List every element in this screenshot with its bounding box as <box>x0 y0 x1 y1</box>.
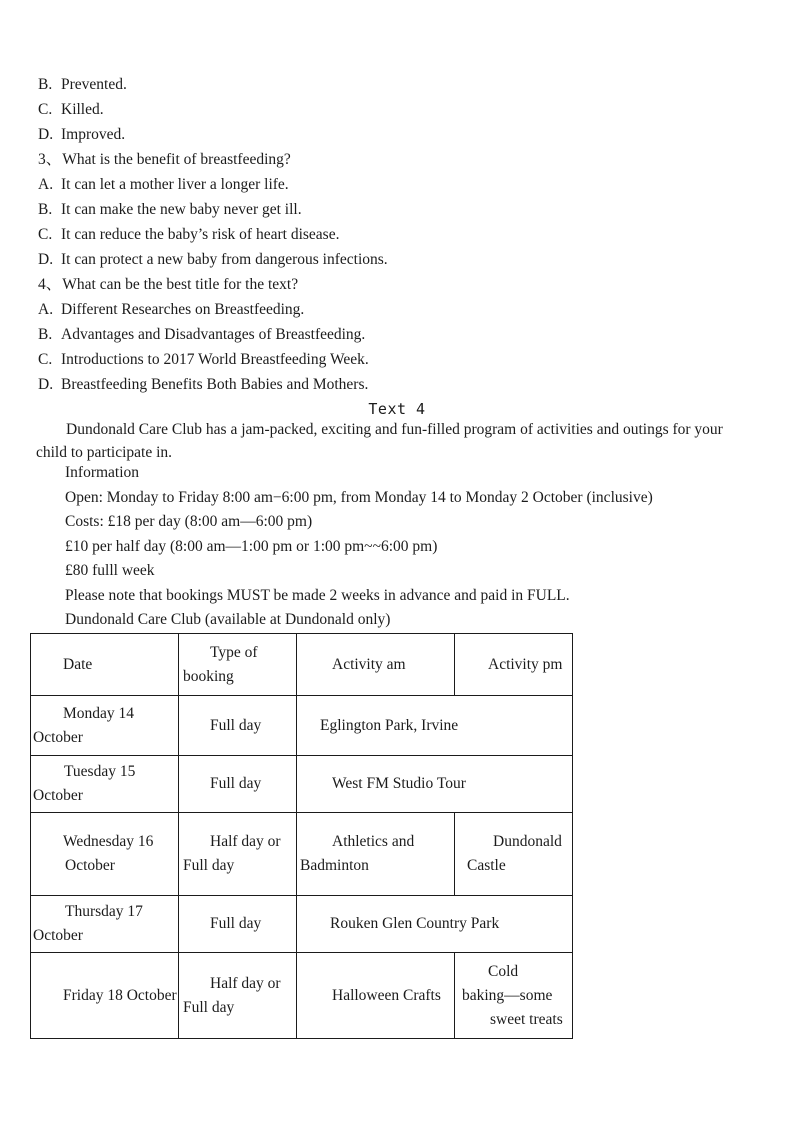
cell-line: Monday 14 <box>63 704 135 722</box>
option-line <box>38 372 758 397</box>
cell-line: West FM Studio Tour <box>332 775 466 792</box>
cell-line: Athletics and <box>332 833 415 850</box>
cell-activity-am <box>297 953 455 1039</box>
col-header-activity-am <box>297 634 455 696</box>
table-row-wednesday <box>31 813 573 896</box>
option-text: It can make the new baby never get ill. <box>61 201 302 218</box>
cell-line: Badminton <box>300 857 369 874</box>
cell-date <box>31 756 179 813</box>
option-letter: B. <box>38 326 53 343</box>
header-label: Activity pm <box>488 655 563 673</box>
questions-block <box>38 72 758 397</box>
header-label: Date <box>63 655 93 673</box>
option-letter: B. <box>38 201 53 218</box>
option-letter: D. <box>38 126 54 143</box>
info-line: Dundonald Care Club (available at Dundonald only) <box>65 611 391 628</box>
info-line: Costs: £18 per day (8:00 am—6:00 pm) <box>65 513 313 530</box>
question-text: What is the benefit of breastfeeding? <box>62 151 291 168</box>
question-line <box>38 147 758 172</box>
col-header-type-of-booking <box>179 634 297 696</box>
cell-line: Full day <box>210 716 262 734</box>
table-row-tuesday <box>31 756 573 813</box>
cell-line: Tuesday 15 <box>64 763 136 780</box>
cell-line: October <box>33 927 83 944</box>
cell-line: Friday 18 October <box>63 986 177 1004</box>
header-label: Activity am <box>332 655 406 673</box>
cell-booking-type <box>179 896 297 953</box>
info-line: Information <box>65 464 140 481</box>
table-row-monday <box>31 696 573 756</box>
option-line <box>38 347 758 372</box>
cell-activity-pm <box>455 813 573 896</box>
question-number: 4、 <box>38 276 62 293</box>
option-line <box>38 72 758 97</box>
option-letter: B. <box>38 76 53 93</box>
option-text: Different Researches on Breastfeeding. <box>61 301 305 318</box>
option-line <box>38 322 758 347</box>
option-text: Improved. <box>61 126 126 143</box>
cell-booking-type <box>179 756 297 813</box>
option-text: Killed. <box>61 101 104 118</box>
cell-line: Full day <box>210 775 262 792</box>
option-text: Introductions to 2017 World Breastfeeding Week. <box>61 351 369 368</box>
cell-line: October <box>65 857 115 874</box>
cell-activity-am <box>297 813 455 896</box>
text4-heading: Text 4 <box>368 400 426 418</box>
cell-line: Eglington Park, Irvine <box>320 716 459 734</box>
option-text: Prevented. <box>61 76 127 93</box>
cell-line: Halloween Crafts <box>332 986 441 1004</box>
option-letter: A. <box>38 301 54 318</box>
question-line <box>38 272 758 297</box>
cell-activity <box>297 756 573 813</box>
cell-line: Full day <box>183 998 235 1016</box>
option-text: It can let a mother liver a longer life. <box>61 176 289 193</box>
cell-line: Full day <box>210 915 262 932</box>
question-number: 3、 <box>38 151 62 168</box>
option-text: It can reduce the baby’s risk of heart disease. <box>61 226 340 243</box>
option-letter: D. <box>38 251 54 268</box>
table-row-friday <box>31 953 573 1039</box>
cell-activity-pm <box>455 953 573 1039</box>
option-letter: A. <box>38 176 54 193</box>
cell-line: Full day <box>183 857 235 874</box>
option-letter: C. <box>38 101 53 118</box>
option-line <box>38 122 758 147</box>
cell-booking-type <box>179 953 297 1039</box>
option-text: Breastfeeding Benefits Both Babies and Mothers. <box>61 376 369 393</box>
info-line: Open: Monday to Friday 8:00 am−6:00 pm, from Monday 14 to Monday 2 October (inclusive) <box>65 488 653 506</box>
table-header-row <box>31 634 573 696</box>
cell-booking-type <box>179 813 297 896</box>
option-text: Advantages and Disadvantages of Breastfeeding. <box>61 326 366 343</box>
cell-date <box>31 696 179 756</box>
cell-activity <box>297 896 573 953</box>
cell-line: baking—some <box>462 986 553 1004</box>
header-label: booking <box>183 667 234 685</box>
cell-line: sweet treats <box>490 1010 563 1028</box>
cell-date <box>31 953 179 1039</box>
info-line: £10 per half day (8:00 am—1:00 pm or 1:00 pm~~6:00 pm) <box>65 537 438 555</box>
cell-date <box>31 813 179 896</box>
cell-line: October <box>33 728 83 746</box>
cell-line: Wednesday 16 <box>63 833 154 850</box>
col-header-date <box>31 634 179 696</box>
option-line <box>38 222 758 247</box>
cell-line: Half day or <box>210 833 281 850</box>
cell-line: Rouken Glen Country Park <box>330 915 500 932</box>
option-letter: C. <box>38 226 53 243</box>
cell-booking-type <box>179 696 297 756</box>
option-text: It can protect a new baby from dangerous infections. <box>61 251 388 268</box>
option-line <box>38 97 758 122</box>
cell-line: Dundonald <box>493 833 562 850</box>
option-line <box>38 247 758 272</box>
cell-line: October <box>33 787 83 804</box>
option-line <box>38 172 758 197</box>
passage-info-block <box>65 461 765 633</box>
cell-line: Cold <box>488 962 519 980</box>
question-text: What can be the best title for the text? <box>62 276 299 293</box>
info-line: Please note that bookings MUST be made 2 weeks in advance and paid in FULL. <box>65 586 570 604</box>
option-letter: C. <box>38 351 53 368</box>
table-row-thursday <box>31 896 573 953</box>
cell-line: Thursday 17 <box>65 903 143 920</box>
cell-line: Half day or <box>210 974 281 992</box>
info-line: £80 fulll week <box>65 562 155 579</box>
col-header-activity-pm <box>455 634 573 696</box>
header-label: Type of <box>210 643 258 661</box>
option-line <box>38 297 758 322</box>
cell-activity <box>297 696 573 756</box>
cell-line: Castle <box>467 857 506 874</box>
option-letter: D. <box>38 376 54 393</box>
passage-intro: Dundonald Care Club has a jam-packed, exciting and fun-filled program of activities and outings for your child to participate in. <box>36 421 723 461</box>
cell-date <box>31 896 179 953</box>
option-line <box>38 197 758 222</box>
activity-schedule-table <box>30 633 573 1039</box>
